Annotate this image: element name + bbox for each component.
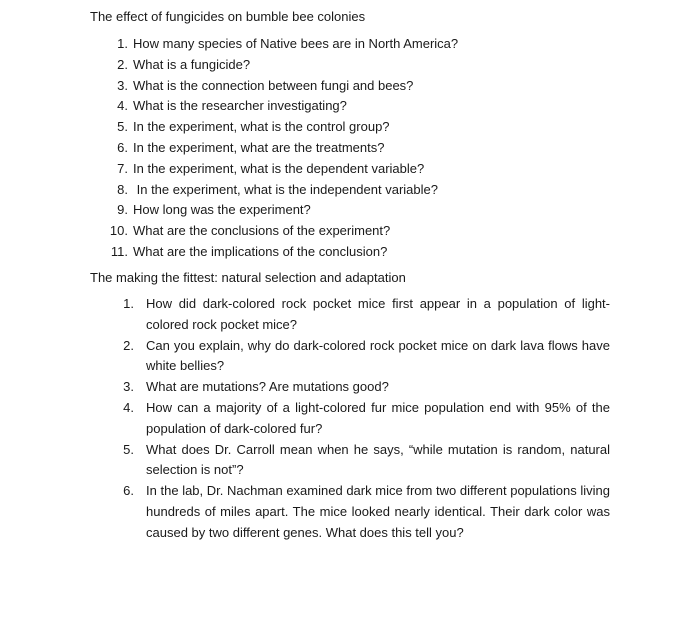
section1-question-list [90, 34, 458, 263]
item-number: 5. [123, 441, 134, 457]
item-number: 4. [123, 399, 134, 415]
list-item [90, 481, 610, 543]
item-text: What is the researcher investigating? [133, 98, 347, 114]
item-number: 3. [123, 379, 134, 395]
item-number: 5. [117, 119, 128, 135]
list-item [90, 294, 610, 336]
list-item [90, 96, 458, 117]
item-number: 2. [117, 56, 128, 72]
item-text: What is a fungicide? [133, 56, 251, 72]
list-item [90, 398, 610, 440]
section2-title: The making the fittest: natural selection and adaptation [90, 270, 406, 285]
list-item [90, 200, 458, 221]
item-text: In the experiment, what is the dependent variable? [133, 160, 425, 176]
section2-question-list [90, 294, 610, 544]
item-number: 8. [117, 181, 128, 197]
list-item [90, 377, 610, 398]
item-number: 7. [117, 160, 128, 176]
item-text: How long was the experiment? [133, 202, 311, 218]
list-item [90, 440, 610, 482]
item-text: In the experiment, what is the control group? [133, 119, 390, 135]
item-text: How many species of Native bees are in North America? [133, 36, 459, 51]
item-number: 11. [110, 243, 128, 259]
item-text: Can you explain, why do dark-colored rock pocket mice on dark lava flows have white bellies? [146, 337, 610, 374]
item-number: 10. [109, 223, 128, 239]
list-item [90, 180, 458, 201]
item-text: What is the connection between fungi and bees? [133, 77, 414, 93]
list-item [90, 55, 458, 76]
list-item [90, 336, 610, 378]
item-number: 9. [117, 202, 128, 218]
item-number: 6. [123, 483, 134, 499]
item-text: What are mutations? Are mutations good? [146, 379, 389, 395]
item-text: How did dark-colored rock pocket mice first appear in a population of light-colored rock pocket mice? [146, 296, 610, 332]
item-text: What does Dr. Carroll mean when he says, “while mutation is random, natural selection is not”? [146, 441, 610, 478]
section1-title: The effect of fungicides on bumble bee colonies [90, 9, 366, 24]
list-item [90, 34, 458, 55]
list-item [90, 76, 458, 97]
list-item [90, 159, 458, 180]
list-item [90, 242, 458, 263]
item-text: What are the implications of the conclusion? [133, 243, 388, 259]
item-number: 1. [123, 296, 134, 311]
list-item [90, 221, 458, 242]
item-text: How can a majority of a light-colored fur mice population end with 95% of the population of dark-colored fur? [146, 399, 610, 436]
item-number: 6. [117, 139, 128, 155]
item-number: 4. [117, 98, 128, 114]
item-number: 2. [123, 337, 134, 353]
item-text: In the lab, Dr. Nachman examined dark mice from two different populations living hundreds of miles apart. The mice looked nearly identical. Their dark color was caused by two different genes. What does this tell you? [146, 483, 610, 540]
list-item [90, 117, 458, 138]
item-text: In the experiment, what are the treatments? [133, 139, 385, 155]
item-text: What are the conclusions of the experiment? [133, 223, 391, 239]
item-number: 1. [117, 36, 128, 51]
item-text: In the experiment, what is the independent variable? [133, 181, 438, 197]
item-number: 3. [117, 77, 128, 93]
list-item [90, 138, 458, 159]
